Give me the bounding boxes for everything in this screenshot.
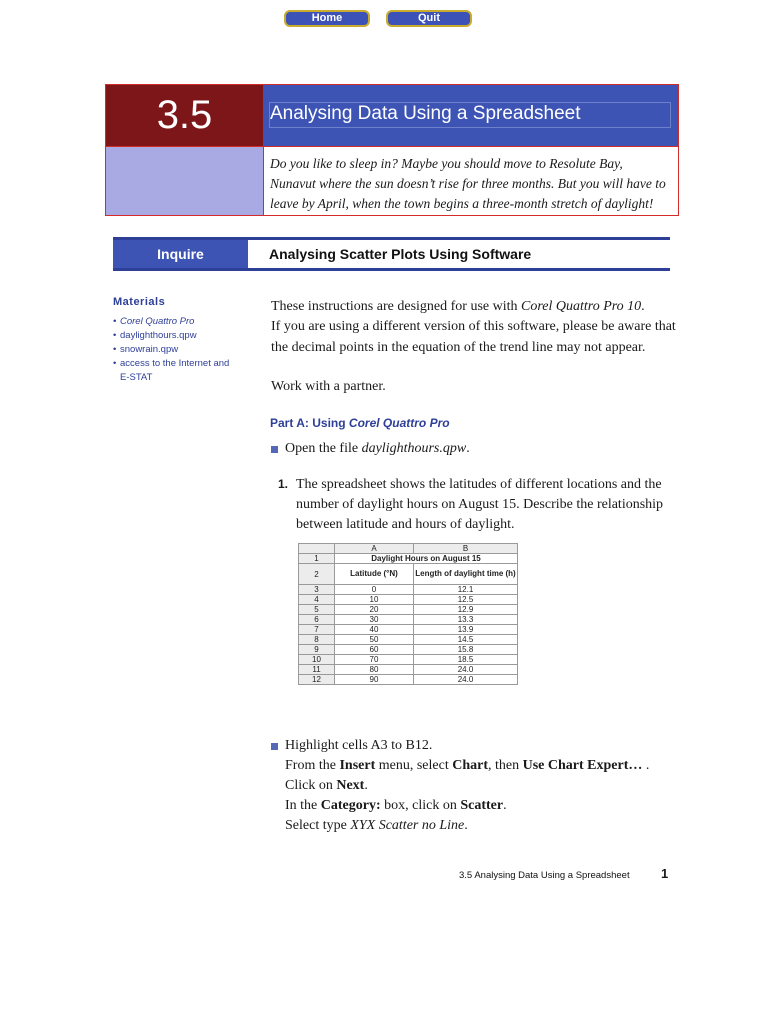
part-a-heading: Part A: Using Corel Quattro Pro <box>270 416 450 430</box>
section-title: Analysing Data Using a Spreadsheet <box>269 102 671 128</box>
page-number: 1 <box>661 866 669 881</box>
step-highlight-line-2: From the Insert menu, select Chart, then Use Chart Expert… . <box>285 758 650 773</box>
table-cell: 15.8 <box>414 645 518 655</box>
table-cell: 12.1 <box>414 585 518 595</box>
table-cell: 10 <box>335 595 414 605</box>
row-header: 11 <box>299 665 335 675</box>
table-cell: 0 <box>335 585 414 595</box>
bullet-square-icon <box>271 743 278 750</box>
row-header: 2 <box>299 564 335 585</box>
row-header: 10 <box>299 655 335 665</box>
materials-item: • Corel Quattro Pro <box>113 315 233 329</box>
daylight-header: Length of daylight time (h) <box>414 564 518 585</box>
materials-item: • snowrain.qpw <box>113 343 233 357</box>
corner-cell <box>299 544 335 554</box>
step-open-file: Open the file daylighthours.qpw. <box>285 441 470 456</box>
row-header: 8 <box>299 635 335 645</box>
section-header <box>105 84 679 216</box>
step-highlight-line-1: Highlight cells A3 to B12. <box>285 738 433 753</box>
table-cell: 40 <box>335 625 414 635</box>
table-cell: 60 <box>335 645 414 655</box>
step-highlight-line-3: Click on Next. <box>285 778 368 793</box>
table-cell: 18.5 <box>414 655 518 665</box>
table-cell: 30 <box>335 615 414 625</box>
table-cell: 90 <box>335 675 414 685</box>
page-footer: 3.5 Analysing Data Using a Spreadsheet <box>459 870 630 881</box>
section-number: 3.5 <box>106 85 263 146</box>
question-line-1: The spreadsheet shows the latitudes of different locations and the <box>296 477 662 492</box>
section-intro: Do you like to sleep in? Maybe you should move to Resolute Bay, Nunavut where the sun doesn’t rise for three months. But you will have to leave by April, when the town begins a three-month stretch of daylight! <box>263 146 678 215</box>
row-header: 5 <box>299 605 335 615</box>
bullet-square-icon <box>271 446 278 453</box>
question-number: 1. <box>278 477 289 491</box>
step-highlight-line-4: In the Category: box, click on Scatter. <box>285 798 507 813</box>
header-side-panel <box>106 146 263 215</box>
materials-item: • access to the Internet and E-STAT <box>113 357 233 385</box>
question-line-2: number of daylight hours on August 15. Describe the relationship <box>296 497 664 512</box>
inquire-bottom-rule <box>113 268 670 271</box>
table-cell: 70 <box>335 655 414 665</box>
materials-item: • daylighthours.qpw <box>113 329 233 343</box>
table-cell: 13.3 <box>414 615 518 625</box>
materials-list <box>113 315 233 385</box>
row-header: 3 <box>299 585 335 595</box>
table-cell: 50 <box>335 635 414 645</box>
row-header: 12 <box>299 675 335 685</box>
table-cell: 24.0 <box>414 665 518 675</box>
inquire-title: Analysing Scatter Plots Using Software <box>269 246 532 262</box>
row-header: 9 <box>299 645 335 655</box>
table-cell: 24.0 <box>414 675 518 685</box>
table-cell: 12.9 <box>414 605 518 615</box>
table-cell: 13.9 <box>414 625 518 635</box>
table-cell: 14.5 <box>414 635 518 645</box>
question-line-3: between latitude and hours of daylight. <box>296 517 515 532</box>
daylight-spreadsheet <box>298 543 518 685</box>
home-button[interactable]: Home <box>284 10 370 27</box>
table-cell: 80 <box>335 665 414 675</box>
sheet-title-cell: Daylight Hours on August 15 <box>335 554 518 564</box>
column-header: B <box>414 544 518 554</box>
intro-line-3: the decimal points in the equation of the trend line may not appear. <box>271 340 646 355</box>
intro-line-1: These instructions are designed for use with Corel Quattro Pro 10. <box>271 299 645 314</box>
row-header: 6 <box>299 615 335 625</box>
materials-heading: Materials <box>113 296 166 308</box>
quit-button[interactable]: Quit <box>386 10 472 27</box>
step-highlight-line-5: Select type XYX Scatter no Line. <box>285 818 468 833</box>
row-header: 4 <box>299 595 335 605</box>
row-header: 1 <box>299 554 335 564</box>
column-header: A <box>335 544 414 554</box>
latitude-header: Latitude (°N) <box>335 564 414 585</box>
row-header: 7 <box>299 625 335 635</box>
table-cell: 20 <box>335 605 414 615</box>
intro-line-2: If you are using a different version of this software, please be aware that <box>271 319 676 334</box>
partner-text: Work with a partner. <box>271 379 386 394</box>
table-cell: 12.5 <box>414 595 518 605</box>
inquire-tab: Inquire <box>113 240 248 268</box>
section-title-bar <box>263 85 678 146</box>
